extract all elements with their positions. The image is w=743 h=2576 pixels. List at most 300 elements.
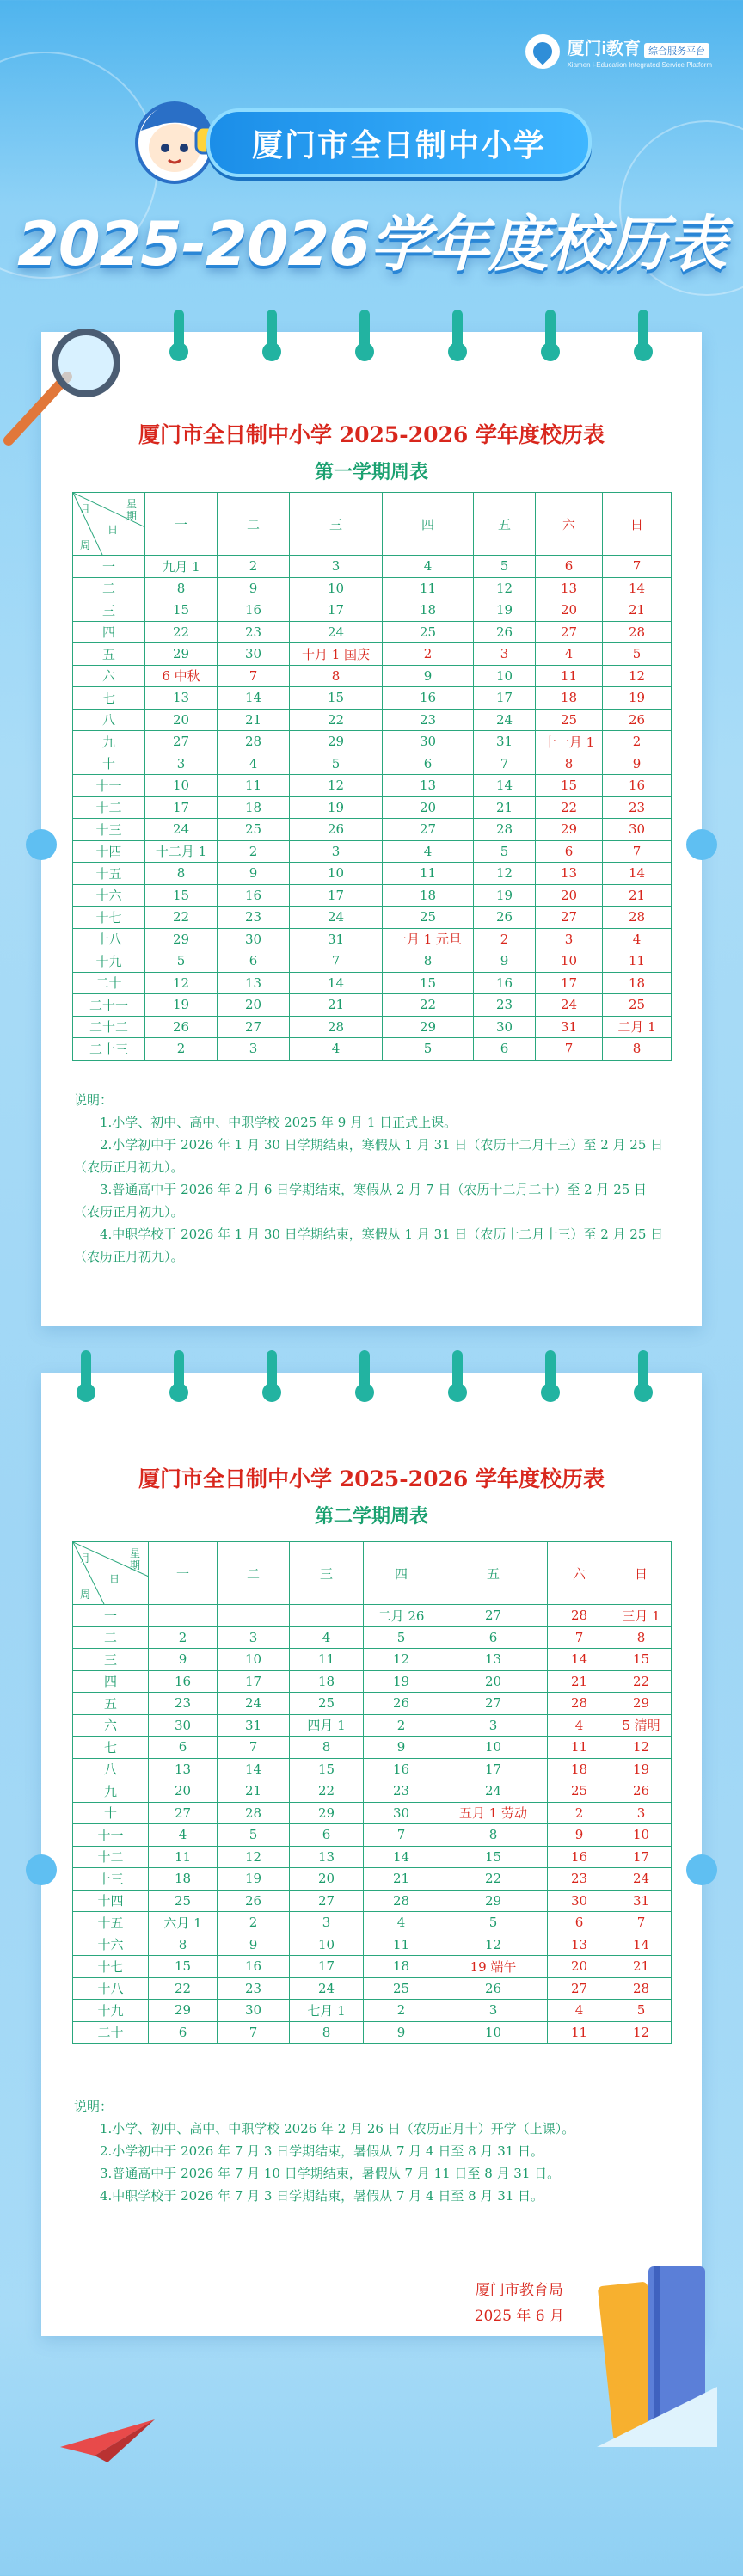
date-cell: 17 bbox=[290, 1956, 364, 1978]
date-cell: 4 bbox=[149, 1824, 218, 1847]
date-cell: 29 bbox=[149, 2000, 218, 2022]
date-cell: 13 bbox=[145, 687, 218, 710]
binder-ring bbox=[359, 1350, 370, 1397]
week-number-cell: 三 bbox=[73, 1649, 149, 1671]
document-title: 厦门市全日制中小学 2025-2026 学年度校历表 bbox=[138, 1466, 605, 1491]
date-cell: 20 bbox=[218, 994, 290, 1017]
date-cell: 3 bbox=[536, 928, 603, 950]
date-cell: 12 bbox=[145, 972, 218, 994]
date-cell: 25 bbox=[548, 1780, 611, 1803]
date-cell: 22 bbox=[149, 1977, 218, 2000]
date-cell: 29 bbox=[439, 1890, 548, 1912]
date-cell: 22 bbox=[383, 994, 474, 1017]
date-cell: 6 bbox=[536, 556, 603, 578]
table-row bbox=[73, 643, 672, 666]
corner-label-month: 月 bbox=[80, 1552, 91, 1565]
week-number-cell: 一 bbox=[73, 556, 145, 578]
week-number-cell: 十一 bbox=[73, 775, 145, 797]
weekday-header: 六 bbox=[548, 1542, 611, 1605]
date-cell: 19 bbox=[474, 599, 536, 622]
date-cell bbox=[290, 1605, 364, 1627]
date-cell: 24 bbox=[290, 621, 383, 643]
date-cell: 8 bbox=[536, 753, 603, 775]
week-number-cell: 十四 bbox=[73, 840, 145, 863]
date-cell: 5 bbox=[218, 1824, 290, 1847]
date-cell: 3 bbox=[611, 1802, 672, 1824]
date-cell: 22 bbox=[536, 796, 603, 819]
date-cell: 28 bbox=[611, 1977, 672, 2000]
table-row bbox=[73, 753, 672, 775]
date-cell: 6 bbox=[218, 950, 290, 973]
table-row bbox=[73, 1693, 672, 1715]
date-cell: 19 bbox=[218, 1868, 290, 1891]
table-row bbox=[73, 863, 672, 885]
date-cell: 14 bbox=[603, 863, 672, 885]
date-cell: 27 bbox=[218, 1016, 290, 1038]
week-number-cell: 一 bbox=[73, 1605, 149, 1627]
date-cell: 6 中秋 bbox=[145, 665, 218, 687]
date-cell: 6 bbox=[474, 1038, 536, 1061]
signature-block bbox=[475, 2278, 564, 2329]
date-cell: 14 bbox=[548, 1649, 611, 1671]
table-row bbox=[73, 1956, 672, 1978]
date-cell: 6 bbox=[290, 1824, 364, 1847]
date-cell: 11 bbox=[290, 1649, 364, 1671]
date-cell: 10 bbox=[290, 1934, 364, 1956]
date-cell: 5 bbox=[603, 643, 672, 666]
date-cell: 13 bbox=[290, 1846, 364, 1868]
date-cell: 11 bbox=[383, 577, 474, 599]
date-cell: 20 bbox=[439, 1670, 548, 1693]
week-number-cell: 二 bbox=[73, 1626, 149, 1649]
table-row bbox=[73, 972, 672, 994]
weekday-header: 二 bbox=[218, 1542, 290, 1605]
date-cell: 14 bbox=[218, 1758, 290, 1780]
note-item: 2.小学初中于 2026 年 7 月 3 日学期结束，暑假从 7 月 4 日至 8 月 31 日。 bbox=[100, 2143, 544, 2159]
date-cell: 2 bbox=[145, 1038, 218, 1061]
date-cell: 15 bbox=[290, 687, 383, 710]
table-row bbox=[73, 1846, 672, 1868]
table-row bbox=[73, 1714, 672, 1737]
document-title: 厦门市全日制中小学 2025-2026 学年度校历表 bbox=[138, 422, 605, 447]
date-cell: 12 bbox=[218, 1846, 290, 1868]
date-cell: 9 bbox=[603, 753, 672, 775]
table-corner-header bbox=[73, 493, 145, 556]
binder-ring bbox=[267, 1350, 277, 1397]
week-number-cell: 四 bbox=[73, 621, 145, 643]
date-cell: 二月 1 bbox=[603, 1016, 672, 1038]
table-row bbox=[73, 819, 672, 841]
table-row bbox=[73, 2000, 672, 2022]
table-row bbox=[73, 599, 672, 622]
table-row bbox=[73, 1977, 672, 2000]
date-cell: 10 bbox=[611, 1824, 672, 1847]
date-cell: 28 bbox=[218, 1802, 290, 1824]
date-cell: 17 bbox=[474, 687, 536, 710]
date-cell: 22 bbox=[290, 1780, 364, 1803]
date-cell: 2 bbox=[149, 1626, 218, 1649]
date-cell: 3 bbox=[290, 556, 383, 578]
date-cell: 8 bbox=[611, 1626, 672, 1649]
date-cell: 8 bbox=[603, 1038, 672, 1061]
table-row bbox=[73, 621, 672, 643]
date-cell: 10 bbox=[218, 1649, 290, 1671]
date-cell: 7 bbox=[218, 2021, 290, 2044]
date-cell: 13 bbox=[218, 972, 290, 994]
date-cell: 10 bbox=[145, 775, 218, 797]
date-cell: 7 bbox=[548, 1626, 611, 1649]
date-cell: 7 bbox=[290, 950, 383, 973]
date-cell: 2 bbox=[218, 556, 290, 578]
table-row bbox=[73, 1649, 672, 1671]
week-number-cell: 八 bbox=[73, 1758, 149, 1780]
date-cell: 23 bbox=[603, 796, 672, 819]
date-cell: 4 bbox=[536, 643, 603, 666]
date-cell: 12 bbox=[364, 1649, 439, 1671]
date-cell: 15 bbox=[439, 1846, 548, 1868]
date-cell: 2 bbox=[218, 1912, 290, 1934]
table-row bbox=[73, 950, 672, 973]
date-cell: 6 bbox=[149, 2021, 218, 2044]
date-cell: 10 bbox=[290, 577, 383, 599]
date-cell: 3 bbox=[218, 1038, 290, 1061]
date-cell: 3 bbox=[218, 1626, 290, 1649]
date-cell: 14 bbox=[611, 1934, 672, 1956]
date-cell: 11 bbox=[364, 1934, 439, 1956]
date-cell: 23 bbox=[474, 994, 536, 1017]
paper-notch bbox=[686, 829, 717, 860]
table-row bbox=[73, 1780, 672, 1803]
date-cell: 7 bbox=[218, 1737, 290, 1759]
binder-ring bbox=[174, 1350, 184, 1397]
week-number-cell: 二十 bbox=[73, 2021, 149, 2044]
date-cell: 18 bbox=[149, 1868, 218, 1891]
date-cell: 12 bbox=[611, 1737, 672, 1759]
date-cell: 28 bbox=[603, 621, 672, 643]
date-cell: 19 bbox=[474, 884, 536, 907]
date-cell: 26 bbox=[145, 1016, 218, 1038]
note-item: 1.小学、初中、高中、中职学校 2026 年 2 月 26 日（农历正月十）开学（上课）。 bbox=[100, 2121, 575, 2136]
date-cell: 7 bbox=[603, 556, 672, 578]
date-cell: 7 bbox=[536, 1038, 603, 1061]
week-number-cell: 十二 bbox=[73, 1846, 149, 1868]
date-cell: 23 bbox=[364, 1780, 439, 1803]
date-cell: 9 bbox=[364, 2021, 439, 2044]
date-cell: 29 bbox=[611, 1693, 672, 1715]
date-cell: 14 bbox=[603, 577, 672, 599]
date-cell: 8 bbox=[439, 1824, 548, 1847]
date-cell: 28 bbox=[364, 1890, 439, 1912]
date-cell: 13 bbox=[536, 863, 603, 885]
date-cell: 23 bbox=[548, 1868, 611, 1891]
binder-ring bbox=[638, 310, 648, 356]
date-cell: 13 bbox=[383, 775, 474, 797]
date-cell: 25 bbox=[149, 1890, 218, 1912]
date-cell: 11 bbox=[536, 665, 603, 687]
date-cell: 14 bbox=[364, 1846, 439, 1868]
date-cell: 24 bbox=[536, 994, 603, 1017]
corner-label-day: 日 bbox=[107, 524, 119, 536]
date-cell: 15 bbox=[145, 599, 218, 622]
date-cell: 24 bbox=[218, 1693, 290, 1715]
date-cell: 5 bbox=[474, 840, 536, 863]
notes-heading: 说明： bbox=[74, 1092, 114, 1108]
date-cell: 18 bbox=[603, 972, 672, 994]
date-cell: 3 bbox=[145, 753, 218, 775]
table-row bbox=[73, 840, 672, 863]
date-cell: 21 bbox=[474, 796, 536, 819]
table-row bbox=[73, 1016, 672, 1038]
date-cell: 6 bbox=[439, 1626, 548, 1649]
date-cell: 29 bbox=[290, 731, 383, 753]
date-cell: 四月 1 bbox=[290, 1714, 364, 1737]
brand-header bbox=[525, 34, 712, 69]
date-cell: 一月 1 元旦 bbox=[383, 928, 474, 950]
date-cell: 8 bbox=[290, 1737, 364, 1759]
date-cell: 22 bbox=[439, 1868, 548, 1891]
date-cell: 26 bbox=[290, 819, 383, 841]
semester1-notes bbox=[74, 1089, 667, 1268]
week-number-cell: 十五 bbox=[73, 863, 145, 885]
corner-label-day: 日 bbox=[109, 1573, 120, 1585]
date-cell: 5 bbox=[145, 950, 218, 973]
date-cell: 28 bbox=[548, 1693, 611, 1715]
date-cell: 26 bbox=[474, 907, 536, 929]
week-number-cell: 十 bbox=[73, 753, 145, 775]
weekday-header: 三 bbox=[290, 493, 383, 556]
corner-label-month: 月 bbox=[80, 503, 91, 515]
note-item: 3.普通高中于 2026 年 7 月 10 日学期结束，暑假从 7 月 11 日至 8 月 31 日。 bbox=[100, 2166, 561, 2181]
week-number-cell: 十五 bbox=[73, 1912, 149, 1934]
date-cell: 26 bbox=[364, 1693, 439, 1715]
note-item: 4.中职学校于 2026 年 1 月 30 日学期结束，寒假从 1 月 31 日（农历十二月十三）至 2 月 25 日（农历正月初九）。 bbox=[74, 1227, 664, 1264]
date-cell: 二月 26 bbox=[364, 1605, 439, 1627]
page-title: 2025-2026学年度校历表 bbox=[17, 209, 726, 280]
date-cell: 5 bbox=[611, 2000, 672, 2022]
date-cell: 21 bbox=[218, 709, 290, 731]
date-cell: 26 bbox=[474, 621, 536, 643]
date-cell: 22 bbox=[611, 1670, 672, 1693]
date-cell: 31 bbox=[290, 928, 383, 950]
date-cell: 18 bbox=[364, 1956, 439, 1978]
date-cell: 三月 1 bbox=[611, 1605, 672, 1627]
week-number-cell: 二十 bbox=[73, 972, 145, 994]
week-number-cell: 十三 bbox=[73, 819, 145, 841]
books-icon bbox=[588, 2249, 717, 2447]
date-cell: 29 bbox=[145, 928, 218, 950]
date-cell: 21 bbox=[611, 1956, 672, 1978]
date-cell: 5 清明 bbox=[611, 1714, 672, 1737]
weekday-header: 四 bbox=[364, 1542, 439, 1605]
binder-ring bbox=[359, 310, 370, 356]
date-cell: 2 bbox=[383, 643, 474, 666]
date-cell: 15 bbox=[536, 775, 603, 797]
date-cell: 31 bbox=[536, 1016, 603, 1038]
date-cell: 28 bbox=[474, 819, 536, 841]
date-cell: 19 bbox=[364, 1670, 439, 1693]
paper-notch bbox=[26, 829, 57, 860]
date-cell: 4 bbox=[548, 2000, 611, 2022]
date-cell: 18 bbox=[290, 1670, 364, 1693]
binder-ring bbox=[545, 310, 556, 356]
date-cell: 12 bbox=[474, 577, 536, 599]
date-cell: 3 bbox=[290, 1912, 364, 1934]
date-cell: 27 bbox=[439, 1693, 548, 1715]
weekday-header: 一 bbox=[149, 1542, 218, 1605]
date-cell: 24 bbox=[474, 709, 536, 731]
semester1-sheet bbox=[41, 332, 702, 1326]
paper-notch bbox=[686, 1854, 717, 1885]
corner-label-weekday: 星期 bbox=[126, 498, 137, 522]
date-cell: 15 bbox=[149, 1956, 218, 1978]
date-cell: 4 bbox=[383, 840, 474, 863]
date-cell: 25 bbox=[383, 907, 474, 929]
date-cell: 3 bbox=[474, 643, 536, 666]
semester2-sheet bbox=[41, 1373, 702, 2336]
date-cell: 20 bbox=[536, 599, 603, 622]
table-row bbox=[73, 687, 672, 710]
date-cell: 8 bbox=[145, 577, 218, 599]
date-cell: 13 bbox=[548, 1934, 611, 1956]
date-cell: 3 bbox=[439, 1714, 548, 1737]
date-cell: 4 bbox=[218, 753, 290, 775]
date-cell: 20 bbox=[145, 709, 218, 731]
table-row bbox=[73, 1626, 672, 1649]
date-cell: 20 bbox=[536, 884, 603, 907]
date-cell: 18 bbox=[383, 599, 474, 622]
date-cell: 26 bbox=[603, 709, 672, 731]
binder-ring bbox=[81, 1350, 91, 1397]
date-cell: 9 bbox=[149, 1649, 218, 1671]
week-number-cell: 四 bbox=[73, 1670, 149, 1693]
date-cell: 11 bbox=[218, 775, 290, 797]
week-number-cell: 六 bbox=[73, 665, 145, 687]
binder-ring bbox=[452, 310, 463, 356]
date-cell: 28 bbox=[603, 907, 672, 929]
date-cell: 19 bbox=[611, 1758, 672, 1780]
week-number-cell: 九 bbox=[73, 1780, 149, 1803]
date-cell: 13 bbox=[536, 577, 603, 599]
date-cell: 16 bbox=[218, 599, 290, 622]
note-item: 4.中职学校于 2026 年 7 月 3 日学期结束，暑假从 7 月 4 日至 8 月 31 日。 bbox=[100, 2188, 544, 2204]
date-cell: 30 bbox=[218, 2000, 290, 2022]
date-cell: 27 bbox=[548, 1977, 611, 2000]
date-cell: 7 bbox=[603, 840, 672, 863]
date-cell: 30 bbox=[383, 731, 474, 753]
table-row bbox=[73, 796, 672, 819]
date-cell: 13 bbox=[439, 1649, 548, 1671]
date-cell: 7 bbox=[474, 753, 536, 775]
date-cell: 30 bbox=[218, 928, 290, 950]
date-cell: 14 bbox=[290, 972, 383, 994]
table-row bbox=[73, 1802, 672, 1824]
date-cell: 4 bbox=[364, 1912, 439, 1934]
table-row bbox=[73, 775, 672, 797]
date-cell: 17 bbox=[290, 599, 383, 622]
date-cell: 23 bbox=[218, 1977, 290, 2000]
table-row bbox=[73, 2021, 672, 2044]
week-number-cell: 七 bbox=[73, 687, 145, 710]
date-cell: 9 bbox=[218, 863, 290, 885]
date-cell: 十二月 1 bbox=[145, 840, 218, 863]
week-number-cell: 十 bbox=[73, 1802, 149, 1824]
table-row bbox=[73, 1868, 672, 1891]
week-number-cell: 十六 bbox=[73, 1934, 149, 1956]
table-row bbox=[73, 1737, 672, 1759]
date-cell: 30 bbox=[218, 643, 290, 666]
date-cell: 28 bbox=[218, 731, 290, 753]
date-cell: 25 bbox=[536, 709, 603, 731]
weekday-header: 日 bbox=[603, 493, 672, 556]
semester2-notes bbox=[74, 2095, 667, 2207]
date-cell: 21 bbox=[548, 1670, 611, 1693]
date-cell: 9 bbox=[218, 577, 290, 599]
date-cell: 15 bbox=[145, 884, 218, 907]
date-cell: 18 bbox=[383, 884, 474, 907]
date-cell: 7 bbox=[364, 1824, 439, 1847]
date-cell: 18 bbox=[548, 1758, 611, 1780]
table-row bbox=[73, 1824, 672, 1847]
table-row bbox=[73, 1670, 672, 1693]
date-cell: 十一月 1 bbox=[536, 731, 603, 753]
date-cell: 15 bbox=[611, 1649, 672, 1671]
banner bbox=[206, 108, 592, 177]
date-cell: 12 bbox=[439, 1934, 548, 1956]
date-cell: 24 bbox=[611, 1868, 672, 1891]
date-cell: 15 bbox=[383, 972, 474, 994]
date-cell: 12 bbox=[603, 665, 672, 687]
date-cell: 27 bbox=[145, 731, 218, 753]
note-item: 2.小学初中于 2026 年 1 月 30 日学期结束，寒假从 1 月 31 日（农历十二月十三）至 2 月 25 日（农历正月初九）。 bbox=[74, 1137, 664, 1175]
date-cell: 21 bbox=[364, 1868, 439, 1891]
brand-name: 厦门i教育 bbox=[567, 40, 642, 58]
date-cell: 5 bbox=[364, 1626, 439, 1649]
date-cell: 31 bbox=[611, 1890, 672, 1912]
date-cell: 12 bbox=[290, 775, 383, 797]
date-cell: 21 bbox=[290, 994, 383, 1017]
date-cell: 29 bbox=[145, 643, 218, 666]
date-cell: 16 bbox=[383, 687, 474, 710]
date-cell: 8 bbox=[290, 2021, 364, 2044]
banner-text: 厦门市全日制中小学 bbox=[251, 127, 546, 163]
date-cell: 24 bbox=[439, 1780, 548, 1803]
weekday-header: 五 bbox=[439, 1542, 548, 1605]
date-cell: 23 bbox=[383, 709, 474, 731]
corner-label-week: 周 bbox=[80, 1589, 91, 1601]
date-cell: 7 bbox=[611, 1912, 672, 1934]
date-cell: 18 bbox=[218, 796, 290, 819]
date-cell: 14 bbox=[474, 775, 536, 797]
date-cell: 11 bbox=[548, 1737, 611, 1759]
corner-label-weekday: 星期 bbox=[129, 1547, 140, 1571]
date-cell: 25 bbox=[290, 1693, 364, 1715]
date-cell: 2 bbox=[364, 2000, 439, 2022]
week-number-cell: 二 bbox=[73, 577, 145, 599]
date-cell: 12 bbox=[474, 863, 536, 885]
week-number-cell: 五 bbox=[73, 1693, 149, 1715]
date-cell: 29 bbox=[290, 1802, 364, 1824]
date-cell: 22 bbox=[145, 621, 218, 643]
date-cell: 3 bbox=[290, 840, 383, 863]
date-cell: 31 bbox=[218, 1714, 290, 1737]
date-cell: 27 bbox=[439, 1605, 548, 1627]
brand-logo-icon bbox=[525, 34, 560, 69]
date-cell: 8 bbox=[145, 863, 218, 885]
date-cell: 8 bbox=[149, 1934, 218, 1956]
date-cell: 20 bbox=[149, 1780, 218, 1803]
table-row bbox=[73, 709, 672, 731]
weekday-header: 一 bbox=[145, 493, 218, 556]
